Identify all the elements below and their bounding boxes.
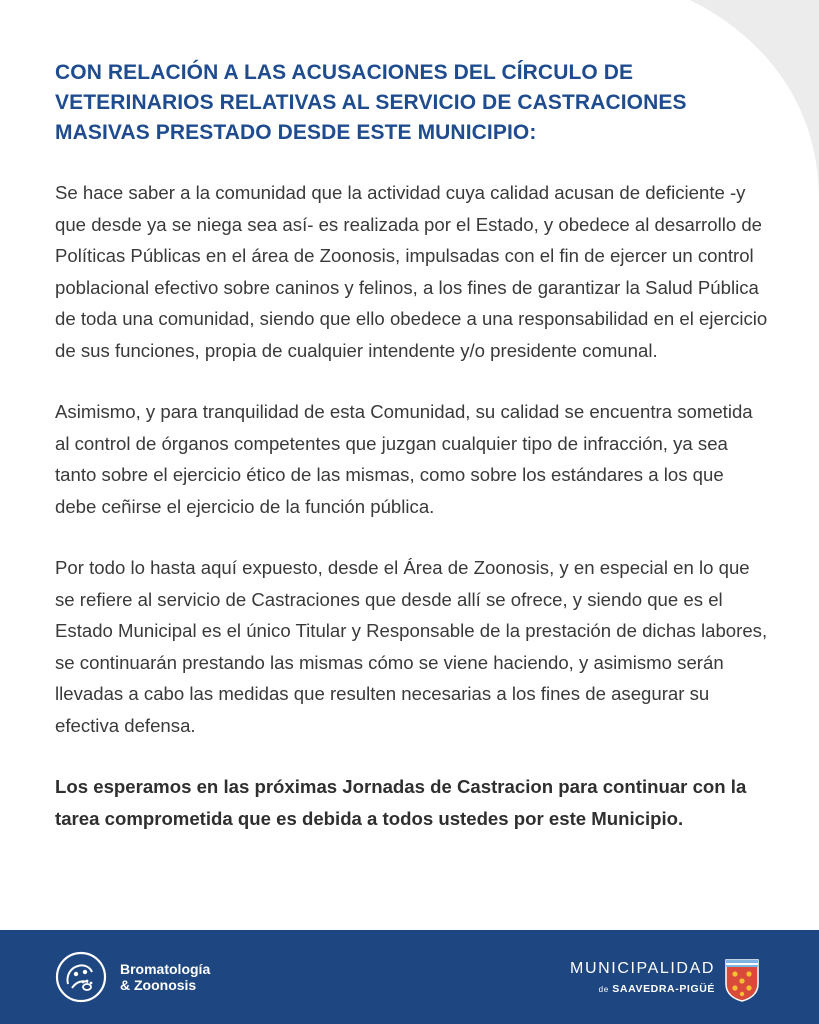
footer-bar — [0, 930, 819, 1024]
paragraph-3: Por todo lo hasta aquí expuesto, desde el Área de Zoonosis, y en especial en lo que se refiere al servicio de Castraciones que desde allí se ofrece, y siendo que es el Estado Municipal es el único Titular y Responsable de la prestación de dichas labores, se continuarán prestando las mismas cómo se viene haciendo, y asimismo serán llevadas a cabo las medidas que resulten necesarias a los fines de asegurar su efectiva defensa. — [55, 557, 768, 736]
municipalidad-label: MUNICIPALIDAD — [570, 960, 715, 977]
place-name: SAAVEDRA-PIGÜÉ — [612, 983, 715, 995]
municipalidad-name — [570, 959, 715, 997]
paragraph-2: Asimismo, y para tranquilidad de esta Comunidad, su calidad se encuentra sometida al control de órganos competentes que juzgan cualquier tipo de infracción, ya sea tanto sobre el ejercicio ético de las mismas, como sobre los estándares a los que debe ceñirse el ejercicio de la función pública. — [55, 401, 753, 517]
statement-content — [55, 58, 770, 834]
pet-paw-circle-icon — [54, 950, 108, 1004]
statement-title: CON RELACIÓN A LAS ACUSACIONES DEL CÍRCULO DE VETERINARIOS RELATIVAS AL SERVICIO DE CASTRACIONES MASIVAS PRESTADO DESDE ESTE MUNICIPIO: — [55, 61, 687, 144]
bromatologia-name — [120, 961, 210, 993]
closing-paragraph: Los esperamos en las próximas Jornadas de Castracion para continuar con la tarea comprometida que es debida a todos ustedes por este Municipio. — [55, 776, 747, 829]
municipalidad-brand — [570, 954, 761, 1002]
brand-line-1: Bromatología — [120, 961, 211, 977]
municipality-place — [570, 982, 715, 997]
place-prefix: de — [598, 985, 609, 994]
paragraph-1: Se hace saber a la comunidad que la actividad cuya calidad acusan de deficiente -y que desde ya se niega sea así- es realizada por el Estado, y obedece al desarrollo de Políticas Públicas en el área de Zoonosis, impulsadas con el fin de ejercer un control poblacional efectivo sobre caninos y felinos, a los fines de garantizar la Salud Pública de toda una comunidad, siendo que ello obedece a una responsabilidad en el ejercicio de sus funciones, propia de cualquier intendente y/o presidente comunal. — [55, 182, 768, 361]
bromatologia-brand — [54, 950, 210, 1004]
municipal-shield-icon — [723, 954, 761, 1002]
brand-line-2: & Zoonosis — [120, 977, 197, 993]
